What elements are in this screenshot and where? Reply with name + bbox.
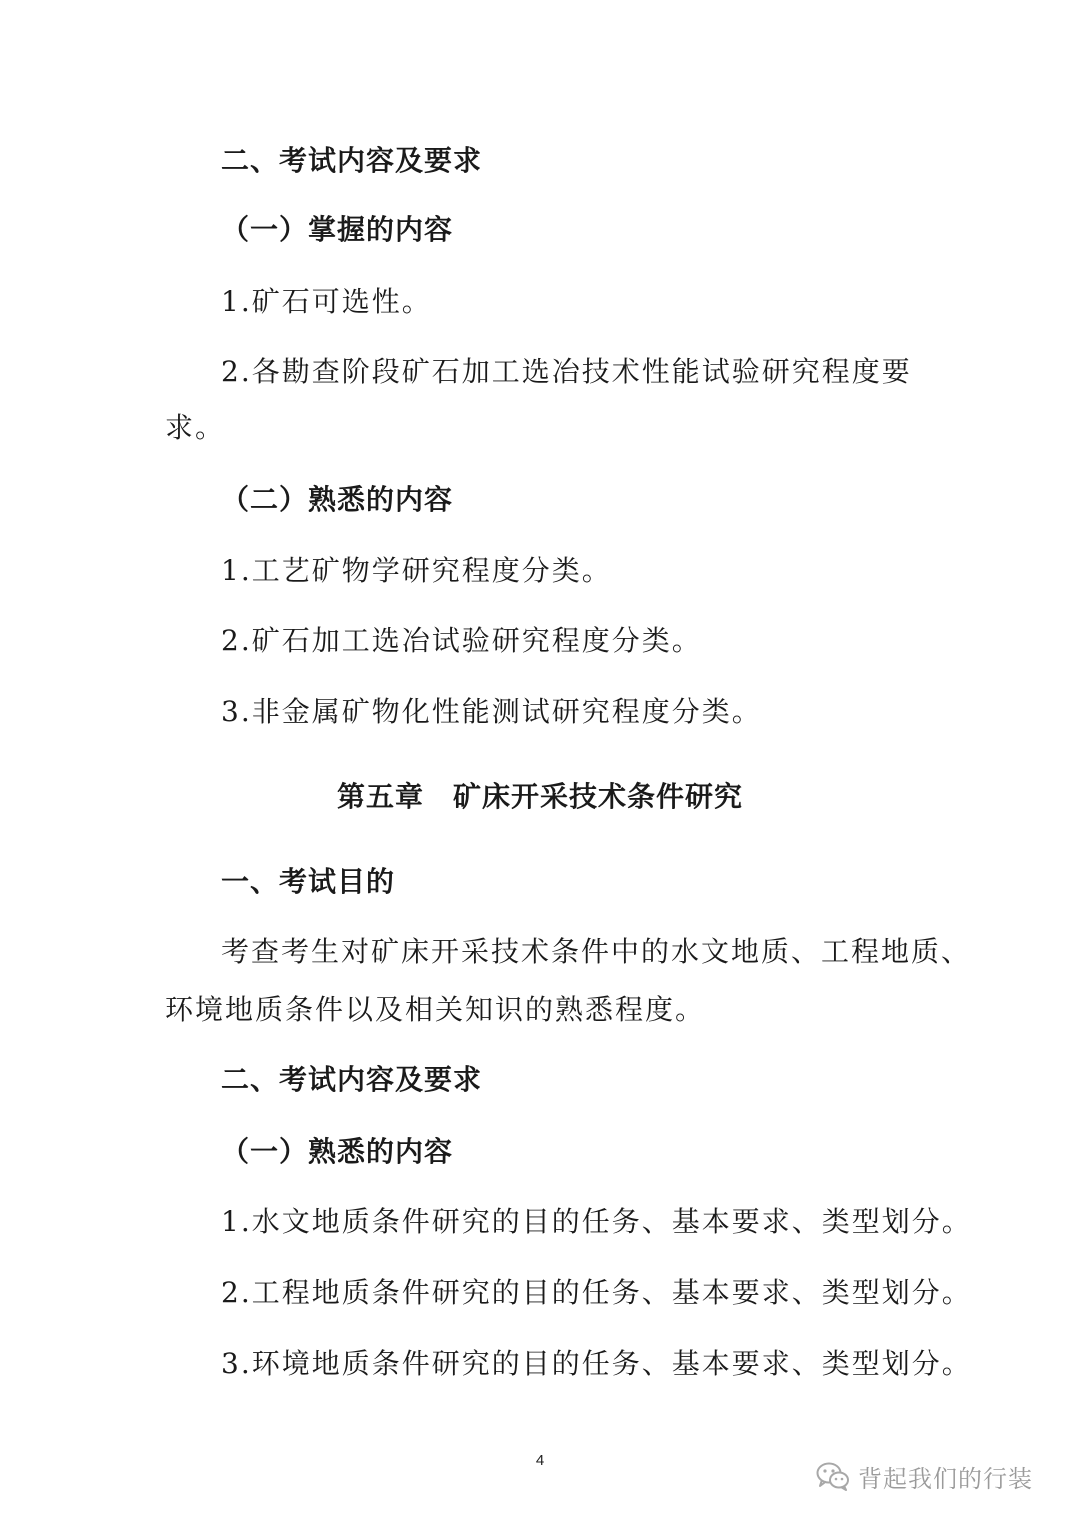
subsection-heading: （二）熟悉的内容 <box>221 483 454 516</box>
watermark-text: 背起我们的行装 <box>858 1464 1033 1493</box>
paragraph-continuation: 环境地质条件以及相关知识的熟悉程度。 <box>165 993 706 1026</box>
list-item: 1.水文地质条件研究的目的任务、基本要求、类型划分。 <box>221 1205 972 1238</box>
list-item-continuation: 求。 <box>165 411 226 444</box>
page-number: 4 <box>535 1452 545 1469</box>
section-heading: 二、考试内容及要求 <box>221 144 483 177</box>
list-item: 1.工艺矿物学研究程度分类。 <box>221 554 612 587</box>
list-item: 1.矿石可选性。 <box>221 285 432 318</box>
list-item: 2.矿石加工选冶试验研究程度分类。 <box>221 624 702 657</box>
wechat-icon <box>816 1461 850 1491</box>
section-heading: 二、考试内容及要求 <box>221 1063 483 1096</box>
paragraph: 考查考生对矿床开采技术条件中的水文地质、工程地质、 <box>221 935 972 968</box>
list-item: 3.环境地质条件研究的目的任务、基本要求、类型划分。 <box>221 1347 972 1380</box>
list-item: 3.非金属矿物化性能测试研究程度分类。 <box>221 695 762 728</box>
subsection-heading: （一）掌握的内容 <box>221 213 454 246</box>
list-item: 2.各勘查阶段矿石加工选冶技术性能试验研究程度要 <box>221 355 912 388</box>
watermark <box>816 1456 1033 1496</box>
section-heading: 一、考试目的 <box>221 865 396 898</box>
subsection-heading: （一）熟悉的内容 <box>221 1135 454 1168</box>
chapter-title: 第五章 矿床开采技术条件研究 <box>336 780 743 813</box>
list-item: 2.工程地质条件研究的目的任务、基本要求、类型划分。 <box>221 1276 972 1309</box>
